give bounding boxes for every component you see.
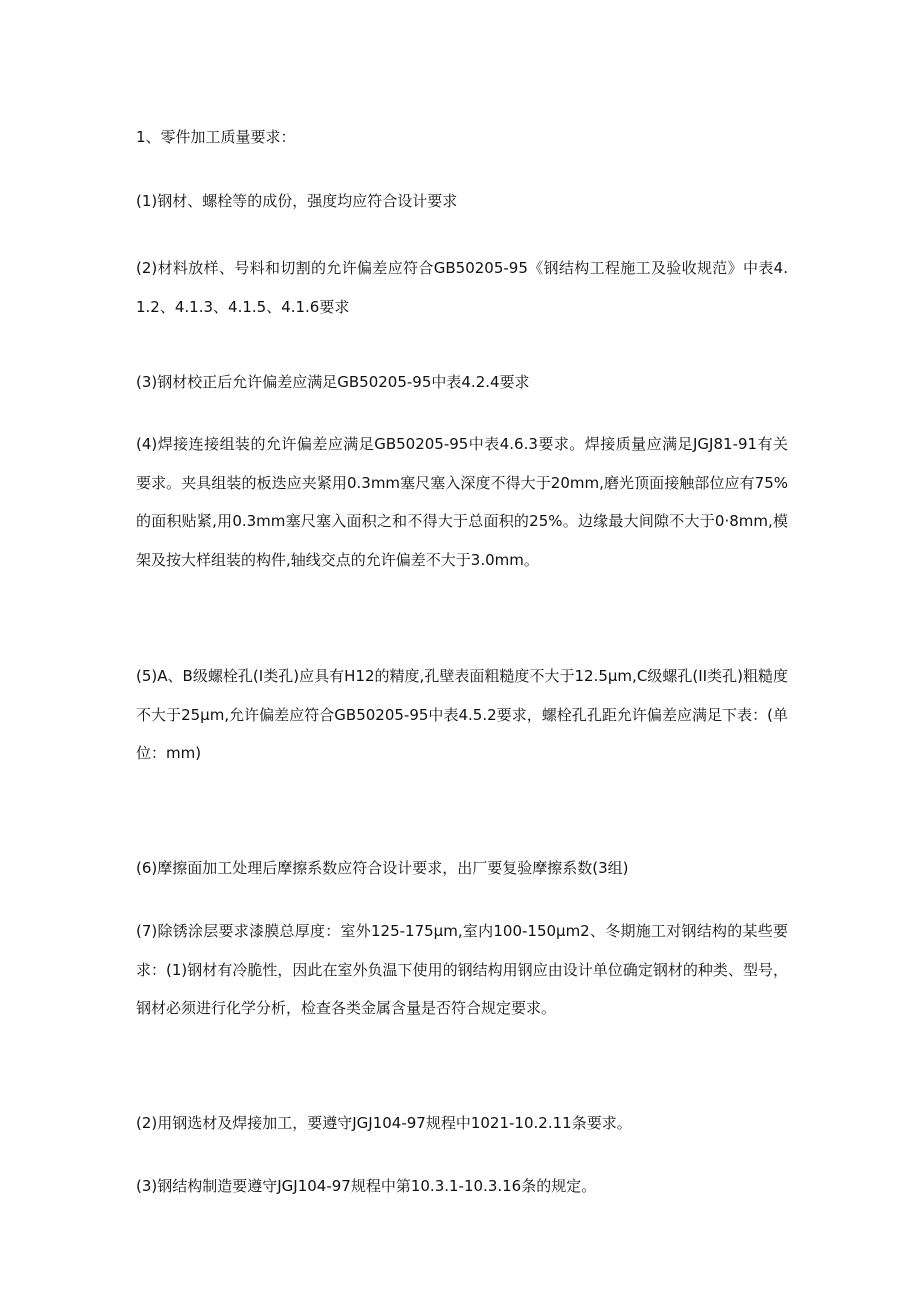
paragraph-item-4: (4)焊接连接组装的允许偏差应满足GB50205-95中表4.6.3要求。焊接质量应满足JGJ81-91有关要求。夹具组装的板迭应夹紧用0.3mm塞尺塞入深度不得大于20mm,磨光顶面接触部位应有75%的面积贴紧,用0.3mm塞尺塞入面积之和不得大于总面积的25%。边缘最大间隙不大于0·8mm,模架及按大样组装的构件,轴线交点的允许偏差不大于3.0mm。 — [136, 435, 788, 569]
paragraph-item-3: (3)钢材校正后允许偏差应满足GB50205-95中表4.2.4要求 — [136, 373, 530, 391]
paragraph-item-6: (6)摩擦面加工处理后摩擦系数应符合设计要求，出厂要复验摩擦系数(3组) — [136, 859, 629, 877]
paragraph-winter-3: (3)钢结构制造要遵守JGJ104-97规程中第10.3.1-10.3.16条的规定。 — [136, 1177, 597, 1195]
paragraph-item-1: (1)钢材、螺栓等的成份，强度均应符合设计要求 — [136, 192, 458, 210]
heading-part-quality: 1、零件加工质量要求： — [136, 128, 296, 146]
paragraph-item-2: (2)材料放样、号料和切割的允许偏差应符合GB50205-95《钢结构工程施工及验收规范》中表4.1.2、4.1.3、4.1.5、4.1.6要求 — [136, 259, 788, 316]
paragraph-item-5: (5)A、B级螺栓孔(I类孔)应具有H12的精度,孔壁表面粗糙度不大于12.5μm,C级螺孔(II类孔)粗糙度不大于25μm,允许偏差应符合GB50205-95中表4.5.2要求，螺栓孔孔距允许偏差应满足下表：(单位：mm) — [136, 667, 788, 762]
paragraph-item-7: (7)除锈涂层要求漆膜总厚度：室外125-175μm,室内100-150μm2、冬期施工对钢结构的某些要求：(1)钢材有冷脆性，因此在室外负温下使用的钢结构用钢应由设计单位确定钢材的种类、型号，钢材必须进行化学分析，检查各类金属含量是否符合规定要求。 — [136, 922, 788, 1017]
paragraph-winter-2: (2)用钢选材及焊接加工，要遵守JGJ104-97规程中1021-10.2.11条要求。 — [136, 1114, 632, 1132]
document-page — [136, 0, 788, 1301]
